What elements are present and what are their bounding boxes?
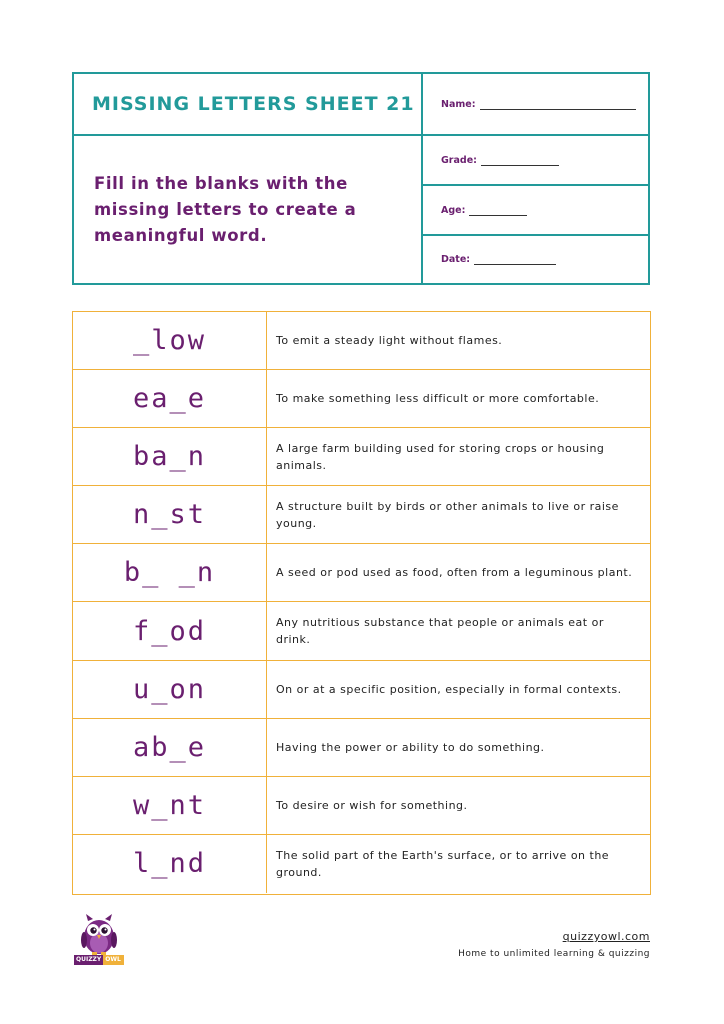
age-label: Age: (441, 204, 466, 216)
worksheet-header (72, 72, 650, 285)
grade-blank[interactable] (481, 155, 559, 166)
missing-letters-table (72, 311, 651, 895)
word-definition: The solid part of the Earth's surface, or to arrive on the ground. (276, 848, 610, 879)
site-info (458, 930, 650, 959)
table-row (73, 719, 650, 777)
word-puzzle[interactable]: n_st (73, 486, 267, 543)
table-row (73, 486, 650, 544)
word-puzzle[interactable]: _low (73, 312, 267, 369)
word-puzzle[interactable]: ea_e (73, 370, 267, 427)
table-row (73, 661, 650, 719)
quizzyowl-logo[interactable] (74, 913, 124, 965)
date-label: Date: (441, 254, 471, 265)
word-definition: Any nutritious substance that people or animals eat or drink. (276, 616, 604, 647)
table-row (73, 835, 650, 893)
grade-label: Grade: (441, 154, 477, 166)
name-blank[interactable] (480, 99, 636, 110)
word-definition: To emit a steady light without flames. (276, 334, 503, 348)
worksheet-title: MISSING LETTERS SHEET 21 (74, 74, 423, 136)
word-puzzle[interactable]: b_ _n (73, 544, 267, 601)
site-tagline: Home to unlimited learning & quizzing (458, 949, 650, 959)
word-puzzle[interactable]: ab_e (73, 719, 267, 776)
instructions: Fill in the blanks with the missing letters to create a meaningful word. (74, 136, 423, 283)
word-definition: A seed or pod used as food, often from a leguminous plant. (276, 566, 633, 580)
table-row (73, 428, 650, 486)
date-field[interactable] (423, 236, 648, 283)
table-row (73, 370, 650, 428)
age-blank[interactable] (469, 205, 527, 216)
table-row (73, 544, 650, 602)
word-definition: To desire or wish for something. (276, 798, 468, 812)
site-link[interactable]: quizzyowl.com (562, 930, 650, 943)
word-puzzle[interactable]: u_on (73, 661, 267, 718)
word-definition: A structure built by birds or other animals to live or raise young. (276, 499, 619, 530)
logo-wordmark (74, 955, 124, 965)
table-row (73, 602, 650, 660)
word-puzzle[interactable]: f_od (73, 602, 267, 659)
owl-icon (74, 913, 124, 955)
name-field[interactable] (423, 74, 648, 136)
date-blank[interactable] (474, 254, 556, 265)
word-definition: On or at a specific position, especially in formal contexts. (276, 682, 622, 696)
logo-text-a: QUIZZY (76, 956, 102, 963)
logo-text-b: OWL (103, 955, 124, 965)
word-puzzle[interactable]: ba_n (73, 428, 267, 485)
word-definition: A large farm building used for storing crops or housing animals. (276, 441, 605, 472)
word-definition: Having the power or ability to do something. (276, 740, 545, 754)
table-row (73, 777, 650, 835)
word-puzzle[interactable]: l_nd (73, 835, 267, 893)
age-field[interactable] (423, 186, 648, 236)
table-row (73, 312, 650, 370)
word-puzzle[interactable]: w_nt (73, 777, 267, 834)
word-definition: To make something less difficult or more comfortable. (276, 392, 600, 406)
grade-field[interactable] (423, 136, 648, 186)
name-label: Name: (441, 98, 476, 110)
